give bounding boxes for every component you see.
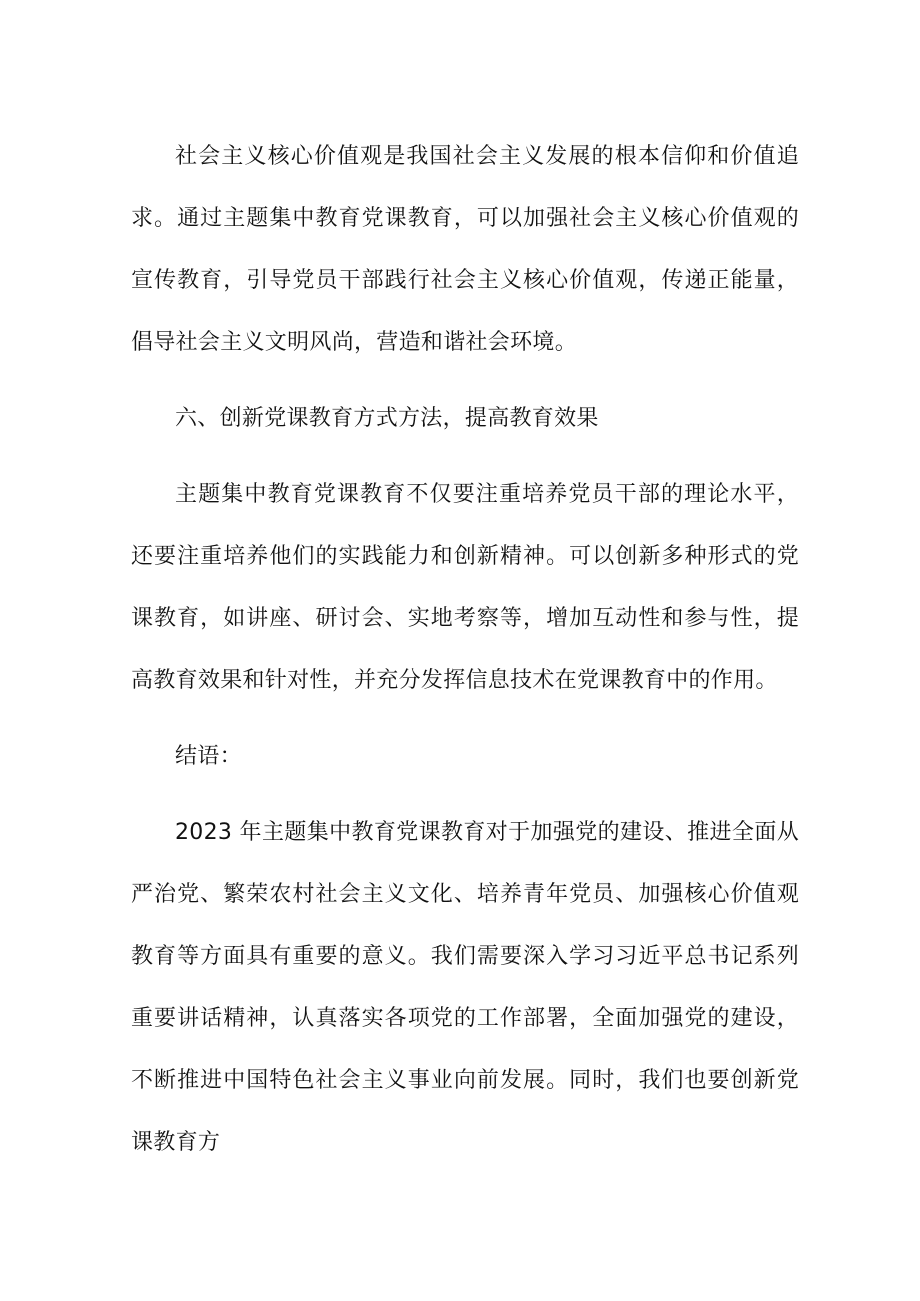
paragraph-innovation: 主题集中教育党课教育不仅要注重培养党员干部的理论水平，还要注重培养他们的实践能力和创新精神。可以创新多种形式的党课教育，如讲座、研讨会、实地考察等，增加互动性和参与性，提高教育效果和针对性，并充分发挥信息技术在党课教育中的作用。 [131,482,799,693]
section-heading-six: 六、创新党课教育方式方法，提高教育效果 [175,406,599,431]
paragraph-conclusion: 2023 年主题集中教育党课教育对于加强党的建设、推进全面从严治党、繁荣农村社会主义文化、培养青年党员、加强核心价值观教育等方面具有重要的意义。我们需要深入学习习近平总书记系列重要讲话精神，认真落实各项党的工作部署，全面加强党的建设，不断推进中国特色社会主义事业向前发展。同时，我们也要创新党课教育方 [131,820,799,1155]
document-body [131,126,799,1188]
conclusion-heading: 结语： [175,744,242,769]
paragraph-core-values: 社会主义核心价值观是我国社会主义发展的根本信仰和价值追求。通过主题集中教育党课教育，可以加强社会主义核心价值观的宣传教育，引导党员干部践行社会主义核心价值观，传递正能量，倡导社会主义文明风尚，营造和谐社会环境。 [131,144,799,355]
